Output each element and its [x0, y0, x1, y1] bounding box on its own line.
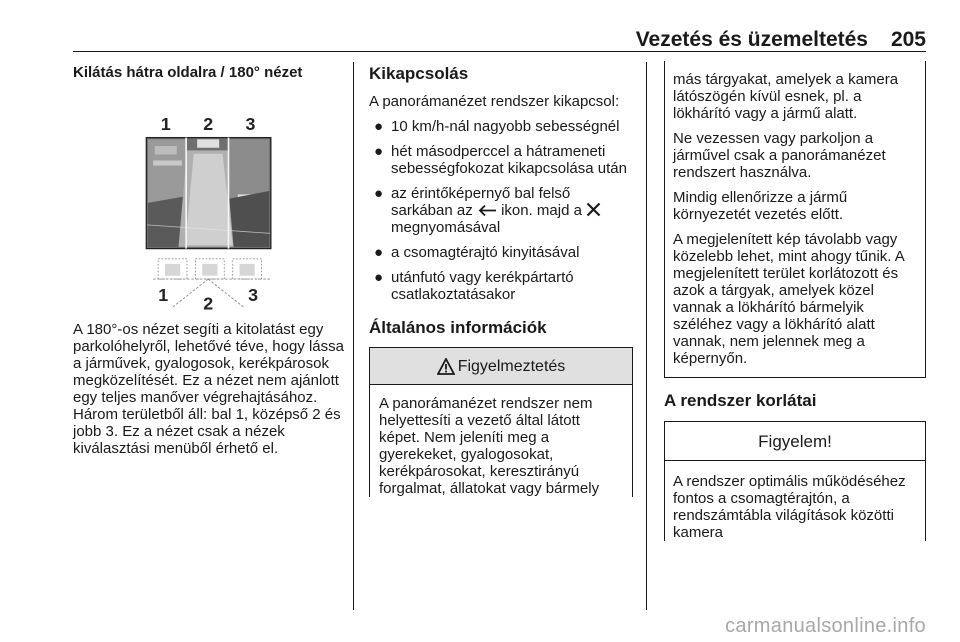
figure-label-top-1: 1 — [160, 113, 171, 134]
header-rule — [73, 51, 926, 52]
shutdown-conditions-list — [369, 118, 633, 303]
warning-box — [369, 347, 633, 497]
list-item: ● az érintőképernyő bal felső sarkában az ikon. majd a megnyomásával — [369, 185, 633, 236]
heading-system-limits: A rendszer korlátai — [664, 391, 817, 410]
figure-label-bottom-3: 3 — [248, 285, 259, 306]
figure-label-top-2: 2 — [203, 113, 214, 134]
list-item: ● 10 km/h-nál nagyobb sebességnél — [374, 118, 620, 135]
close-x-icon — [586, 202, 601, 217]
warning-body: A panorámanézet rendszer nem helyettesíti a vezető által látott képet. Nem jeleníti meg a gyerekeket, gyalogosokat, kerékpárosokat, keresztirányú forgalmat, állatokat vagy bármely — [379, 395, 600, 497]
column-divider-1 — [353, 62, 354, 610]
attention-title: Figyelem! — [665, 422, 925, 461]
list-item: ● utánfutó vagy kerékpártartó csatlakoztatásakor — [374, 269, 574, 303]
intro-text: A panorámanézet rendszer kikapcsol: — [369, 93, 620, 110]
page-number: 205 — [890, 28, 926, 51]
warning-cont-paragraph-1: más tárgyakat, amelyek a kamera látószögén kívül esnek, pl. a lökhárító vagy a jármű alatt. — [673, 71, 899, 122]
attention-box — [664, 421, 926, 541]
warning-cont-paragraph-2: Ne vezessen vagy parkoljon a járművel csak a panorámanézet rendszert használva. — [673, 130, 886, 181]
page-header — [73, 28, 926, 52]
watermark: carmanualsonline.info — [725, 615, 926, 637]
back-arrow-icon — [477, 204, 497, 217]
right-column — [664, 64, 926, 541]
figure-label-bottom-2: 2 — [203, 293, 214, 313]
subheading-180-view: Kilátás hátra oldalra / 180° nézet — [73, 64, 303, 81]
middle-column — [369, 64, 633, 497]
view-zones-overlay — [73, 91, 345, 313]
warning-cont-paragraph-4: A megjelenített kép távolabb vagy közelebb lehet, mint ahogy tűnik. A megjelenített terület korlátozott és azok a tárgyak, amelyek közel vannak a lökhárító bármelyik széléhez vagy a lökhárító alatt vannak, nem jelennek meg a képernyőn. — [673, 231, 904, 367]
list-item: ● hét másodperccel a hátrameneti sebességfokozat kikapcsolása után — [374, 143, 627, 177]
camera-view-figure — [73, 91, 345, 313]
figure-label-top-3: 3 — [245, 113, 256, 134]
page-header-title: Vezetés és üzemeltetés — [635, 28, 868, 51]
warning-box-continued — [664, 61, 926, 378]
column-divider-2 — [646, 62, 647, 610]
figure-label-bottom-1: 1 — [158, 285, 169, 306]
left-column — [73, 64, 345, 465]
heading-kikapcsolas: Kikapcsolás — [369, 64, 469, 83]
warning-header — [370, 348, 632, 385]
warning-triangle-icon — [437, 358, 455, 375]
list-item: ● a csomagtérajtó kinyitásával — [374, 244, 580, 261]
warning-cont-paragraph-3: Mindig ellenőrizze a jármű környezetét vezetés előtt. — [673, 189, 848, 223]
attention-body: A rendszer optimális működéséhez fontos a csomagtérajtón, a rendszámtábla világítások közötti kamera — [673, 473, 906, 541]
heading-general-info: Általános információk — [369, 318, 547, 337]
paragraph-180-view: A 180°-os nézet segíti a kitolatást egy parkolóhelyről, lehetővé téve, hogy lássa a járművek, gyalogosok, kerékpárosok megközelítését. Ez a nézet nem ajánlott egy teljes manőver végrehajtásához. Három területből áll: bal 1, középső 2 és jobb 3. Ez a nézet csak a nézek kiválasztási menüből érhető el. — [73, 321, 344, 457]
warning-title: Figyelmeztetés — [457, 357, 566, 375]
